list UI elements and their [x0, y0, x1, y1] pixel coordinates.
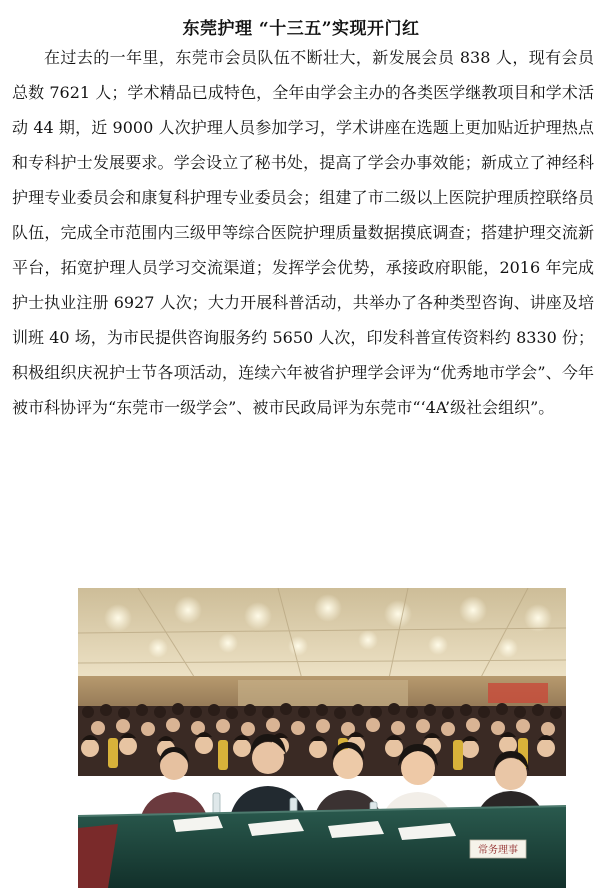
conference-photo	[78, 588, 566, 888]
article-title: 东莞护理 “十三五”实现开门红	[182, 19, 420, 40]
table-sign-label: 常务理事	[478, 845, 518, 856]
article-paragraph: 在过去的一年里，东莞市会员队伍不断壮大，新发展会员 838 人，现有会员总数 7621 人；学术精品已成特色，全年由学会主办的各类医学继教项目和学术活动 44 期，近 9000 人次护理人员参加学习，学术讲座在选题上更加贴近护理热点和专科护士发展要求。学会设立了秘书处，提高了学会办事效能；新成立了神经科护理专业委员会和康复科护理专业委员会；组建了市二级以上医院护理质控联络员队伍，完成全市范围内三级甲等综合医院护理质量数据摸底调查；搭建护理交流新平台，拓宽护理人员学习交流渠道；发挥学会优势，承接政府职能，2016 年完成护士执业注册 6927 人次；大力开展科普活动，共举办了各种类型咨询、讲座及培训班 40 场，为市民提供咨询服务约 5650 人次，印发科普宣传资料约 8330 份；积极组织庆祝护士节各项活动，连续六年被省护理学会评为“优秀地市学会”、今年被市科协评为“东莞市一级学会”、被市民政局评为东莞市“‘4A’级社会组织”。	[12, 48, 594, 417]
table-name-sign	[470, 840, 526, 858]
